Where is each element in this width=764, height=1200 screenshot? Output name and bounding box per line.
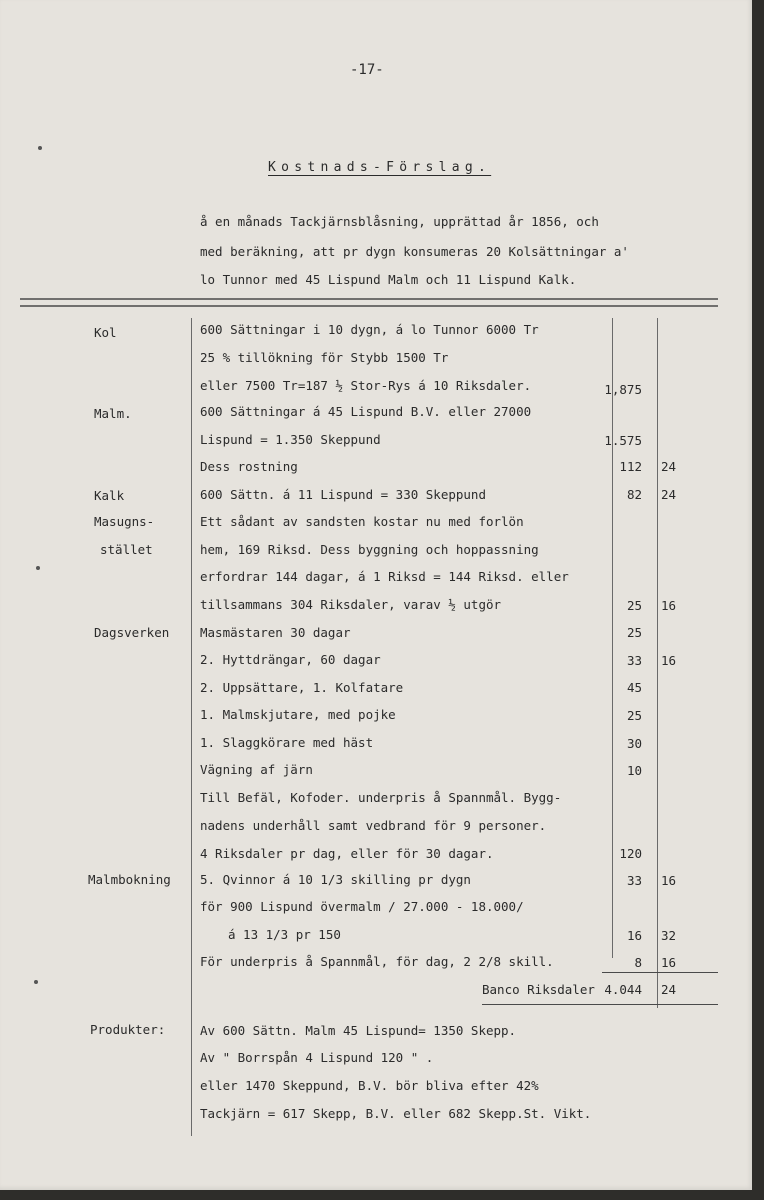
cost-line: 1. Malmskjutare, med pojke (200, 707, 396, 722)
scan-edge (752, 0, 764, 1200)
total-rule (602, 972, 718, 973)
total-rule (482, 1004, 718, 1005)
intro-line: lo Tunnor med 45 Lispund Malm och 11 Lispund Kalk. (200, 272, 577, 287)
riksdaler-value: 1.575 (604, 433, 642, 448)
double-rule (20, 298, 718, 307)
punch-hole (38, 146, 42, 150)
column-rule (612, 318, 613, 958)
riksdaler-value: 45 (626, 680, 642, 695)
cost-line: Vägning af järn (200, 762, 313, 777)
riksdaler-value: 25 (626, 598, 642, 613)
skilling-value: 16 (661, 598, 677, 613)
page-title: Kostnads-Förslag. (268, 160, 492, 175)
riksdaler-value: 8 (634, 955, 642, 970)
riksdaler-value: 1,875 (604, 382, 642, 397)
category-label: Kalk (94, 488, 125, 503)
category-label: Produkter: (90, 1022, 166, 1037)
cost-line: 600 Sättn. á 11 Lispund = 330 Skeppund (200, 487, 486, 502)
skilling-value: 24 (661, 459, 677, 474)
page-number: -17- (350, 62, 384, 78)
riksdaler-value: 30 (626, 736, 642, 751)
cost-line: hem, 169 Riksd. Dess byggning och hoppassning (200, 542, 539, 557)
riksdaler-value: 82 (626, 487, 642, 502)
riksdaler-value: 10 (626, 763, 642, 778)
cost-line: 600 Sättningar á 45 Lispund B.V. eller 27000 (200, 404, 532, 419)
cost-line: 1. Slaggkörare med häst (200, 735, 374, 750)
cost-line: 4 Riksdaler pr dag, eller för 30 dagar. (200, 846, 494, 861)
cost-line: nadens underhåll samt vedbrand för 9 personer. (200, 818, 547, 833)
cost-line: 600 Sättningar i 10 dygn, á lo Tunnor 6000 Tr (200, 322, 539, 337)
column-rule (657, 318, 658, 1008)
cost-line: erfordrar 144 dagar, á 1 Riksd = 144 Riksd. eller (200, 569, 569, 584)
cost-line: Ett sådant av sandsten kostar nu med forlön (200, 514, 524, 529)
scan-edge (0, 1190, 764, 1200)
cost-line: Masmästaren 30 dagar (200, 625, 351, 640)
total-riksdaler: 4.044 (604, 982, 642, 997)
skilling-value: 32 (661, 928, 677, 943)
skilling-value: 16 (661, 653, 677, 668)
riksdaler-value: 25 (626, 625, 642, 640)
category-label: stället (100, 542, 153, 557)
cost-line: 5. Qvinnor á 10 1/3 skilling pr dygn (200, 872, 471, 887)
category-label: Malmbokning (88, 872, 171, 887)
product-line: eller 1470 Skeppund, B.V. bör bliva efter 42% (200, 1078, 539, 1093)
product-line: Av 600 Sättn. Malm 45 Lispund= 1350 Skepp. (200, 1023, 517, 1038)
riksdaler-value: 33 (626, 653, 642, 668)
riksdaler-value: 16 (626, 928, 642, 943)
cost-line: 2. Hyttdrängar, 60 dagar (200, 652, 381, 667)
product-line: Tackjärn = 617 Skepp, B.V. eller 682 Skepp.St. Vikt. (200, 1106, 592, 1121)
column-rule (191, 318, 192, 1136)
total-skilling: 24 (661, 982, 677, 997)
intro-line: med beräkning, att pr dygn konsumeras 20 Kolsättningar a' (200, 244, 629, 259)
punch-hole (36, 566, 40, 570)
cost-line: Dess rostning (200, 459, 298, 474)
intro-line: å en månads Tackjärnsblåsning, upprättad år 1856, och (200, 214, 599, 229)
category-label: Malm. (94, 406, 132, 421)
product-line: Av " Borrspån 4 Lispund 120 " . (200, 1050, 434, 1065)
cost-line: för 900 Lispund övermalm / 27.000 - 18.000/ (200, 899, 524, 914)
punch-hole (34, 980, 38, 984)
skilling-value: 16 (661, 873, 677, 888)
cost-line: 2. Uppsättare, 1. Kolfatare (200, 680, 404, 695)
cost-line: För underpris å Spannmål, för dag, 2 2/8 skill. (200, 954, 554, 969)
riksdaler-value: 112 (619, 459, 642, 474)
riksdaler-value: 120 (619, 846, 642, 861)
cost-line: 25 % tillökning för Stybb 1500 Tr (200, 350, 449, 365)
category-label: Kol (94, 325, 117, 340)
riksdaler-value: 33 (626, 873, 642, 888)
cost-line: eller 7500 Tr=187 ½ Stor-Rys á 10 Riksdaler. (200, 378, 532, 393)
skilling-value: 24 (661, 487, 677, 502)
skilling-value: 16 (661, 955, 677, 970)
category-label: Dagsverken (94, 625, 170, 640)
total-label: Banco Riksdaler (482, 982, 595, 997)
riksdaler-value: 25 (626, 708, 642, 723)
cost-line: tillsammans 304 Riksdaler, varav ½ utgör (200, 597, 502, 612)
cost-line: á 13 1/3 pr 150 (228, 927, 341, 942)
cost-line: Lispund = 1.350 Skeppund (200, 432, 381, 447)
cost-line: Till Befäl, Kofoder. underpris å Spannmål. Bygg- (200, 790, 562, 805)
category-label: Masugns- (94, 514, 155, 529)
